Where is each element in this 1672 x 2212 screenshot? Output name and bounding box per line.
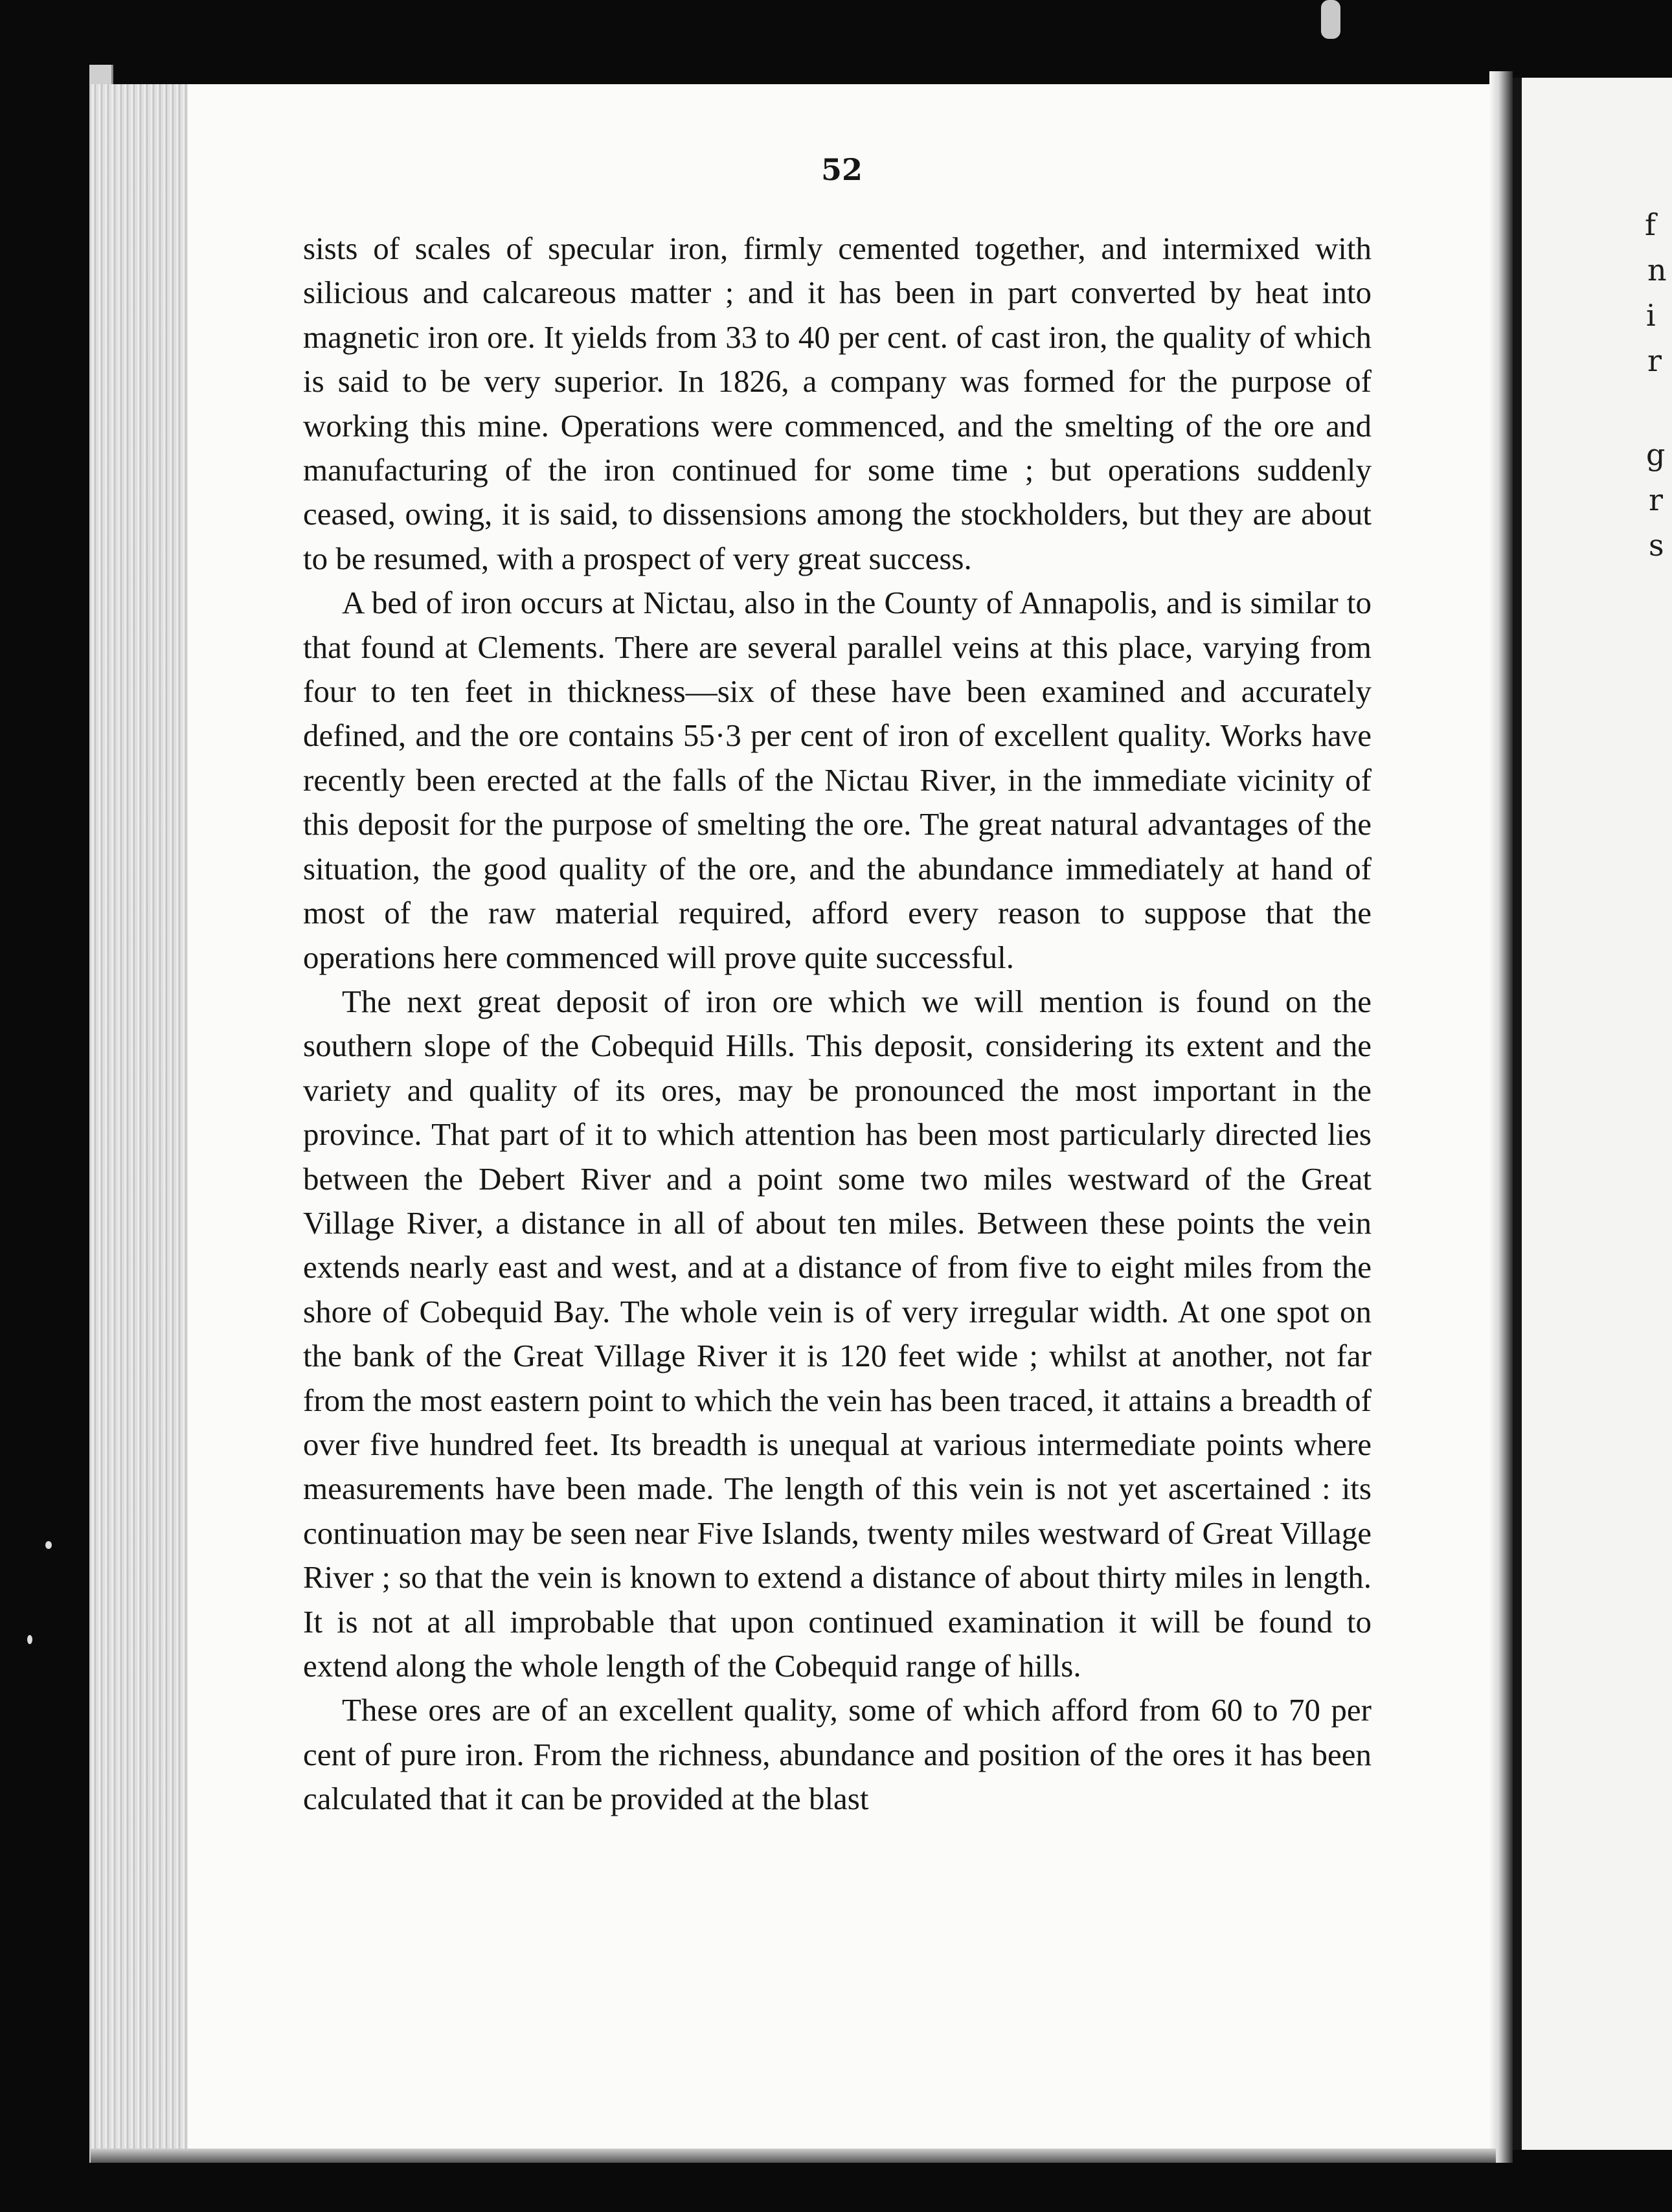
page-number: 52: [820, 152, 863, 187]
book-page-edges: [91, 84, 188, 2156]
page-body-text: [303, 227, 1372, 1822]
adjacent-page-fragment: r: [1647, 343, 1662, 378]
scan-smudge: [1321, 0, 1340, 39]
adjacent-page-fragment: s: [1649, 528, 1664, 563]
adjacent-page-fragment: i: [1646, 298, 1656, 333]
paragraph: sists of scales of specular iron, firmly cemented together, and intermixed with silicious and calcareous matter ; and it has been in part converted by heat into magnetic iron ore. It yields from 33 to 40 per cent. of cast iron, the quality of which is said to be very superior. In 1826, a company was formed for the purpose of working this mine. Operations were commenced, and the smelting of the ore and manufacturing of the iron continued for some time ; but operations suddenly ceased, owing, it is said, to dissensions among the stockholders, but they are about to be resumed, with a prospect of very great success.: [303, 231, 1372, 576]
adjacent-page-fragment: n: [1647, 253, 1667, 288]
paragraph: These ores are of an excellent quality, some of which afford from 60 to 70 per cent of pure iron. From the richness, abundance and position of the ores it has been calculated that it can be provided at the blast: [303, 1692, 1372, 1817]
scan-speck: [27, 1635, 32, 1644]
adjacent-page-fragment: f: [1645, 207, 1656, 242]
adjacent-page-fragment: g: [1646, 437, 1666, 472]
adjacent-page-fragment: r: [1649, 482, 1663, 517]
paragraph: The next great deposit of iron ore which we will mention is found on the southern slope of the Cobequid Hills. This deposit, considering its extent and the variety and quality of its ores, may be pronounced the most important in the province. That part of it to which attention has been most particularly directed lies between the Debert River and a point some two miles westward of the Great Village River, a distance in all of about ten miles. Between these points the vein extends nearly east and west, and at a distance of from five to eight miles from the shore of Cobequid Bay. The whole vein is of very irregular width. At one spot on the bank of the Great Village River it is 120 feet wide ; whilst at another, not far from the most eastern point to which the vein has been traced, it attains a breadth of over five hundred feet. Its breadth is unequal at various intermediate points where measurements have been made. The length of this vein is not yet ascertained : its continuation may be seen near Five Islands, twenty miles westward of Great Village River ; so that the vein is known to extend a distance of about thirty miles in length. It is not at all improbable that upon continued examination it will be found to extend along the whole length of the Cobequid range of hills.: [303, 983, 1372, 1684]
page-bottom-edge: [91, 2149, 1496, 2163]
adjacent-page: [1513, 78, 1672, 2150]
scan-speck: [45, 1541, 52, 1549]
paragraph: A bed of iron occurs at Nictau, also in the County of Annapolis, and is similar to that found at Clements. There are several parallel veins at this place, varying from four to ten feet in thickness—six of these have been examined and accurately defined, and the ore contains 55·3 per cent of iron of excellent quality. Works have recently been erected at the falls of the Nictau River, in the immediate vicinity of this deposit for the purpose of smelting the ore. The great natural advantages of the situation, the good quality of the ore, and the abundance immediately at hand of most of the raw material required, afford every reason to suppose that the operations here commenced will prove quite successful.: [303, 585, 1372, 975]
page-gutter: [1489, 71, 1513, 2163]
